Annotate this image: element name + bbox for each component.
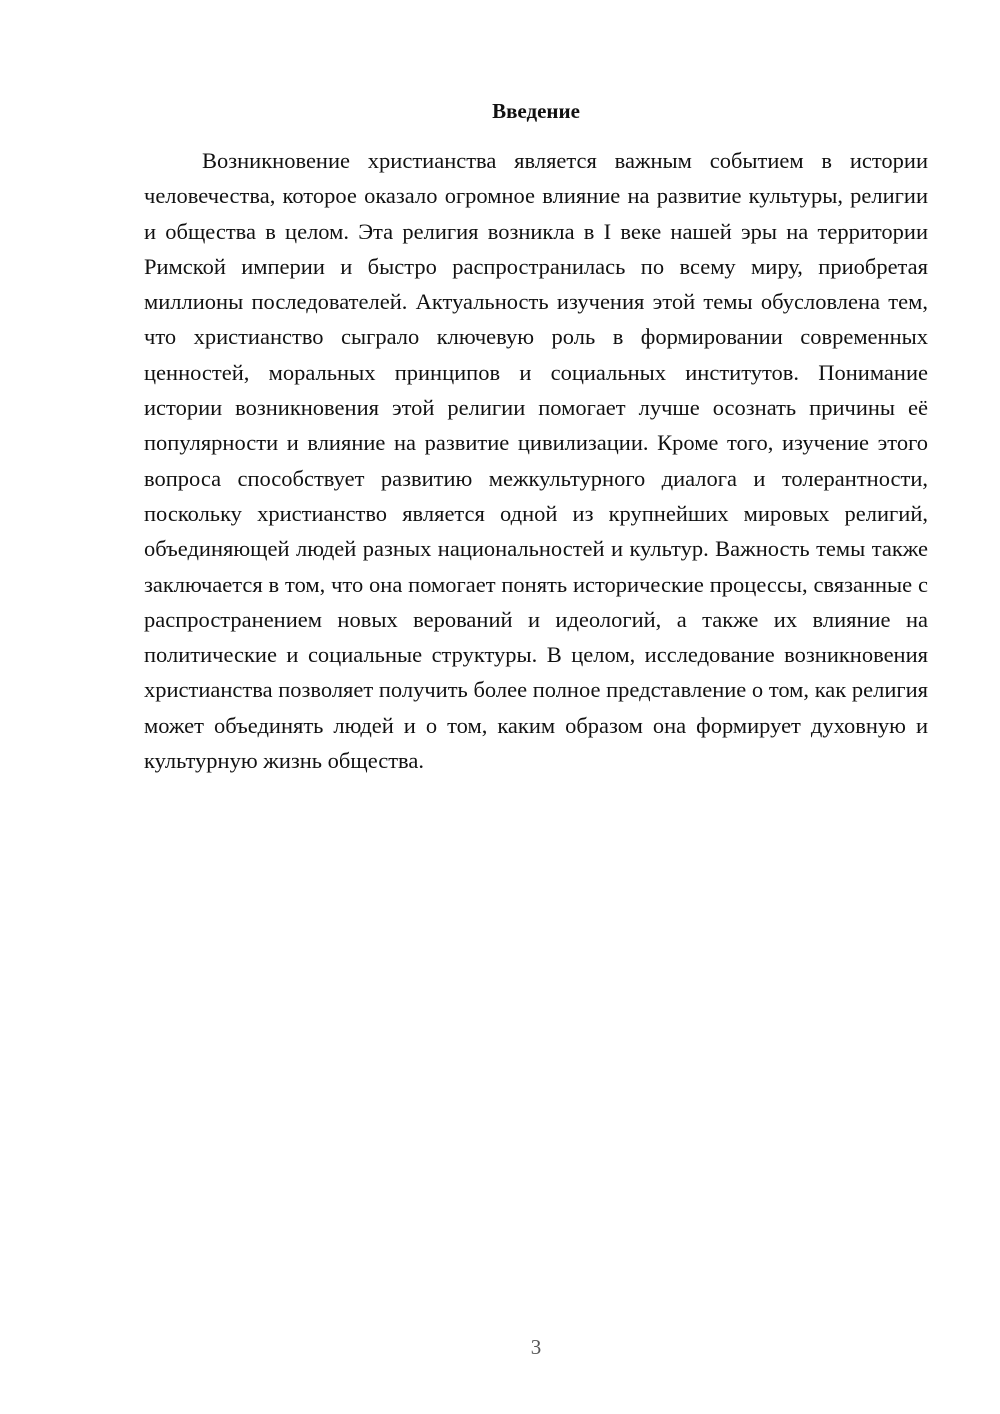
section-heading: Введение: [492, 99, 580, 123]
body-paragraph: Возникновение христианства является важным событием в истории человечества, которое оказало огромное влияние на развитие культуры, религии и общества в целом. Эта религия возникла в I веке нашей эры на территории Римской империи и быстро распространилась по всему миру, приобретая миллионы последователей. Актуальность изучения этой темы обусловлена тем, что христианство сыграло ключевую роль в формировании современных ценностей, моральных принципов и социальных институтов. Понимание истории возникновения этой религии помогает лучше осознать причины её популярности и влияние на развитие цивилизации. Кроме того, изучение этого вопроса способствует развитию межкультурного диалога и толерантности, поскольку христианство является одной из крупнейших мировых религий, объединяющей людей разных национальностей и культур. Важность темы также заключается в том, что она помогает понять исторические процессы, связанные с распространением новых верований и идеологий, а также их влияние на политические и социальные структуры. В целом, исследование возникновения христианства позволяет получить более полное представление о том, как религия может объединять людей и о том, каким образом она формирует духовную и культурную жизнь общества.: [144, 148, 928, 774]
page-number: 3: [530, 1335, 542, 1359]
